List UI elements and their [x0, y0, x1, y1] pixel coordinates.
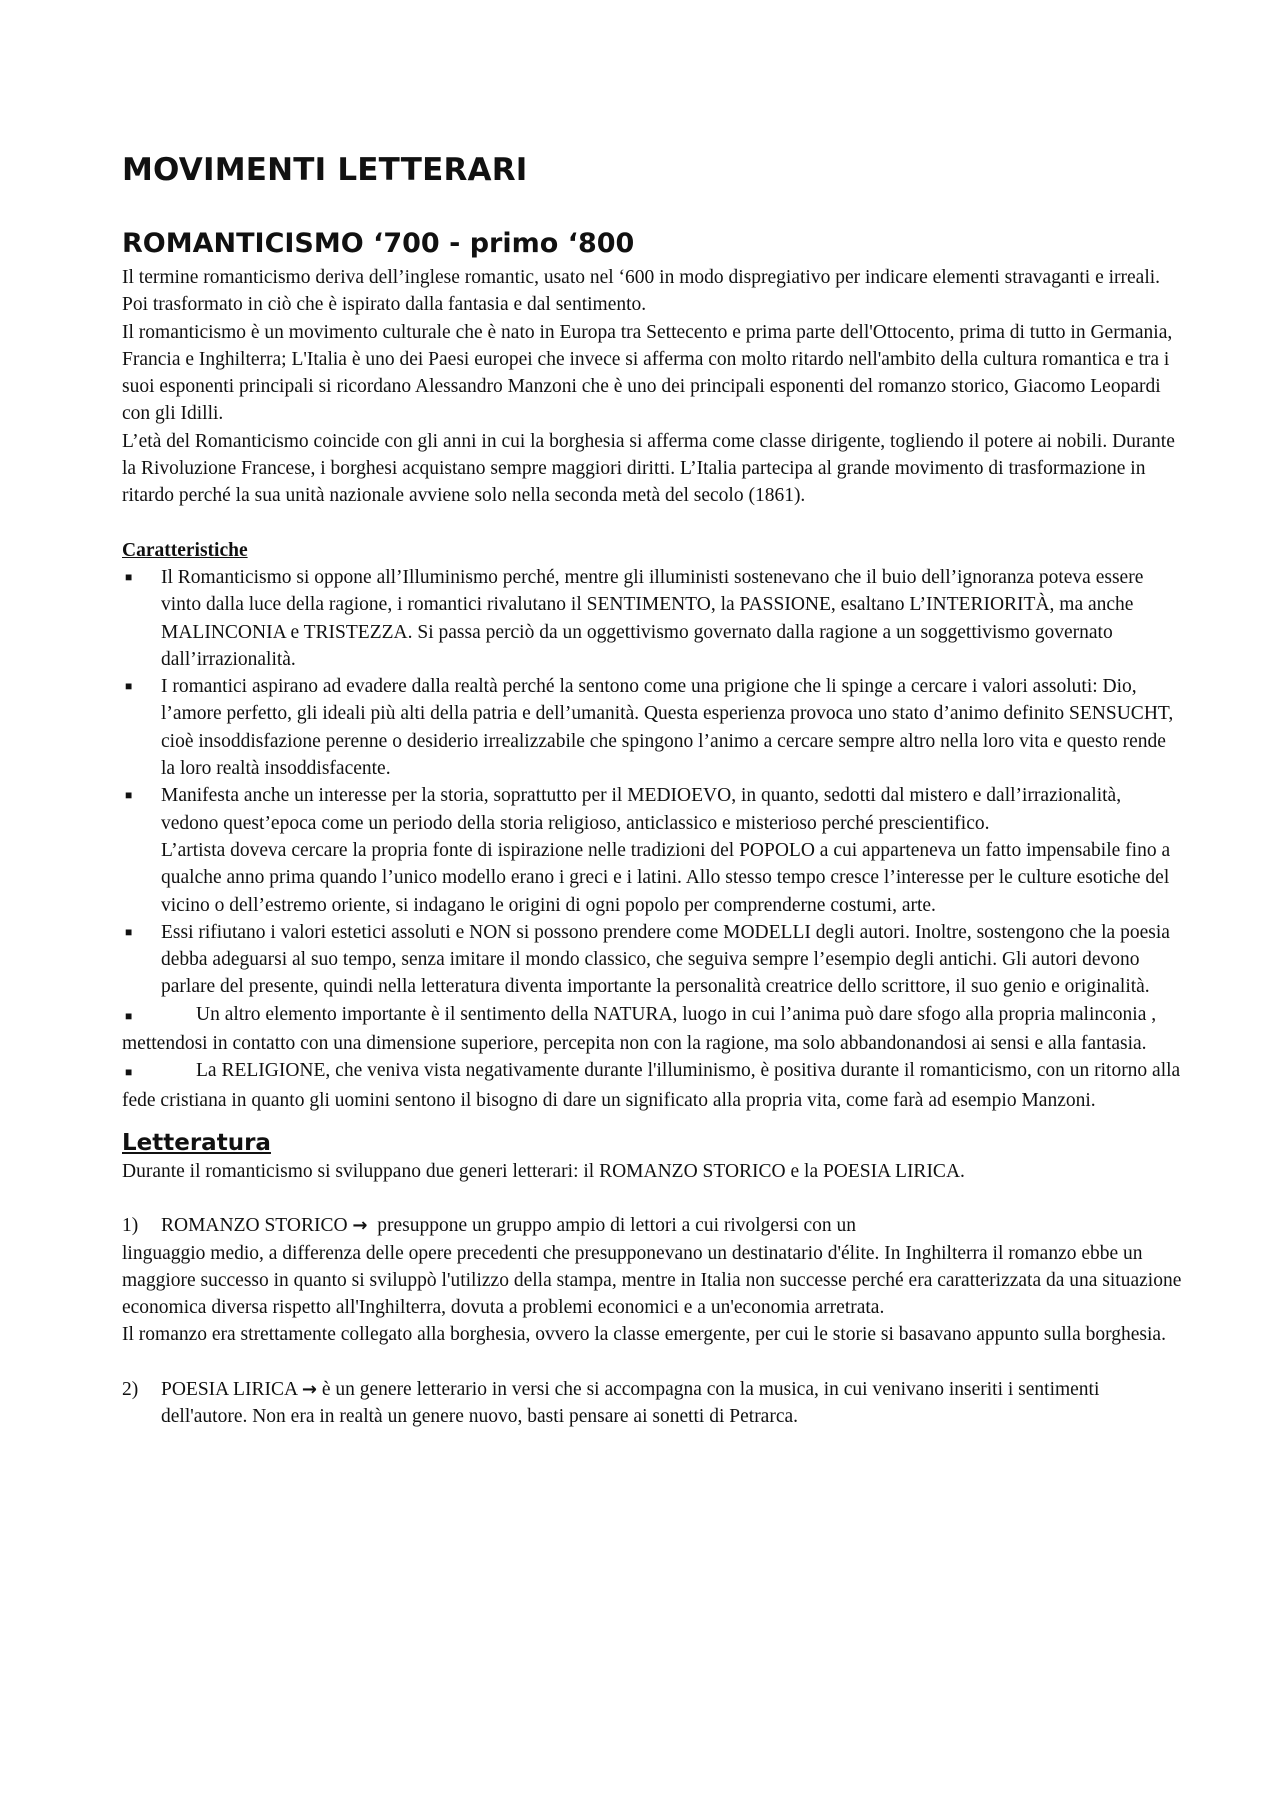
list-item: [122, 782, 1182, 918]
letteratura-intro: Durante il romanticismo si sviluppano due generi letterari: il ROMANZO STORICO e la POESIA LIRICA.: [122, 1160, 965, 1182]
square-bullet-icon: ■: [125, 569, 133, 584]
document-title: MOVIMENTI LETTERARI: [122, 152, 528, 188]
flat-list-item: [122, 1057, 1182, 1114]
caratteristiche-list: [122, 564, 1182, 1001]
caratteristiche-heading: Caratteristiche: [122, 539, 248, 561]
list-item-text: I romantici aspirano ad evadere dalla realtà perché la sentono come una prigione che li spinge a cercare i valori assoluti: Dio, l’amore perfetto, gli ideali più alti della patria e dell’umanità. Questa esperienza provoca uno stato d’animo definito SENSUCHT, cioè insoddisfazione perenne o desiderio irrealizzabile che spingono l’animo a cercare sempre altro nella loro vita e questo rende la loro realtà insoddisfacente.: [161, 676, 1174, 780]
square-bullet-icon: ■: [125, 679, 133, 694]
list-item-text: Essi rifiutano i valori estetici assoluti e NON si possono prendere come MODELLI degli autori. Inoltre, sostengono che la poesia debba adeguarsi al suo tempo, senza imitare il mondo classico, che seguiva sempre l’esempio degli antichi. Gli autori devono parlare del presente, quindi nella letteratura diventa importante la personalità creatrice dello scrittore, il suo genio e originalità.: [161, 921, 1170, 998]
intro-paragraph-1: Il termine romanticismo deriva dell’inglese romantic, usato nel ‘600 in modo dispregiativo per indicare elementi stravaganti e irreali. Poi trasformato in ciò che è ispirato dalla fantasia e dal sentimento.: [122, 267, 1161, 316]
item-number: 2): [122, 1378, 139, 1400]
list-item-continuation: L’artista doveva cercare la propria fonte di ispirazione nelle tradizioni del POPOLO a cui apparteneva un fatto impensabile fino a qualche anno prima quando l’unico modello erano i greci e i latini. Allo stesso tempo cresce l’interesse per le culture esotiche del vicino o dell’estremo oriente, si indagano le origini di ogni popolo per comprenderne costumi, arte.: [161, 839, 1171, 916]
list-item: [122, 919, 1182, 1001]
list-item: [122, 564, 1182, 673]
romanzo-extra-paragraph: Il romanzo era strettamente collegato alla borghesia, ovvero la classe emergente, per cui le storie si basavano appunto sulla borghesia.: [122, 1324, 1166, 1346]
arrow-right-icon: →: [301, 1378, 317, 1400]
square-bullet-icon: ■: [125, 1008, 133, 1023]
item-term: POESIA LIRICA: [161, 1378, 297, 1400]
numbered-item-1: [122, 1212, 1182, 1321]
item-number: 1): [122, 1215, 139, 1237]
square-bullet-icon: ■: [125, 1065, 133, 1080]
arrow-right-icon: →: [352, 1215, 368, 1237]
flat-list-item-text: La RELIGIONE, che veniva vista negativamente durante l'illuminismo, è positiva durante il romanticismo, con un ritorno alla fede cristiana in quanto gli uomini sentono il bisogno di dare un significato alla propria vita, come farà ad esempio Manzoni.: [122, 1060, 1181, 1111]
list-item-text: Il Romanticismo si oppone all’Illuminismo perché, mentre gli illuministi sostenevano che il buio dell’ignoranza poteva essere vinto dalla luce della ragione, i romantici rivalutano il SENTIMENTO, la PASSIONE, esaltano L’INTERIORITÀ, ma anche MALINCONIA e TRISTEZZA. Si passa perciò da un oggettivismo governato dalla ragione a un soggettivismo governato dall’irrazionalità.: [161, 566, 1144, 670]
letteratura-heading: Letteratura: [122, 1129, 271, 1156]
list-item-text: Manifesta anche un interesse per la storia, soprattutto per il MEDIOEVO, in quanto, sedotti dal mistero e dall’irrazionalità, vedono quest’epoca come un periodo della storia religioso, anticlassico e misterioso perché prescientifico.: [161, 785, 1122, 834]
item-term: ROMANZO STORICO: [161, 1215, 348, 1237]
list-item: [122, 673, 1182, 782]
square-bullet-icon: ■: [125, 924, 133, 939]
flat-list-item: [122, 1001, 1182, 1058]
flat-list-item-text: Un altro elemento importante è il sentimento della NATURA, luogo in cui l’anima può dare sfogo alla propria malinconia , mettendosi in contatto con una dimensione superiore, percepita non con la ragione, ma solo abbandonandosi ai sensi e alla fantasia.: [122, 1003, 1157, 1055]
item-rest: linguaggio medio, a differenza delle opere precedenti che presupponevano un destinatario d'élite. In Inghilterra il romanzo ebbe un maggiore successo in quanto si sviluppò l'utilizzo della stampa, mentre in Italia non successe perché era caratterizzata da una situazione economica diversa rispetto all'Inghilterra, dovuta a problemi economici e a un'economia arretrata.: [122, 1242, 1182, 1319]
square-bullet-icon: ■: [125, 788, 133, 803]
intro-paragraph-2: Il romanticismo è un movimento culturale che è nato in Europa tra Settecento e prima parte dell'Ottocento, prima di tutto in Germania, Francia e Inghilterra; L'Italia è uno dei Paesi europei che invece si afferma con molto ritardo nell'ambito della cultura romantica e tra i suoi esponenti principali si ricordano Alessandro Manzoni che è uno dei principali esponenti del romanzo storico, Giacomo Leopardi con gli Idilli.: [122, 321, 1173, 425]
intro-paragraph-3: L’età del Romanticismo coincide con gli anni in cui la borghesia si afferma come classe dirigente, togliendo il potere ai nobili. Durante la Rivoluzione Francese, i borghesi acquistano sempre maggiori diritti. L’Italia partecipa al grande movimento di trasformazione in ritardo perché la sua unità nazionale avviene solo nella seconda metà del secolo (1861).: [122, 430, 1175, 507]
document-page: [122, 150, 1182, 1430]
numbered-item-2: [122, 1376, 1182, 1431]
section-title: ROMANTICISMO ‘700 - primo ‘800: [122, 228, 635, 259]
item-first-line: presuppone un gruppo ampio di lettori a cui rivolgersi con un: [377, 1215, 856, 1237]
item-text: è un genere letterario in versi che si accompagna con la musica, in cui venivano inseriti i sentimenti dell'autore. Non era in realtà un genere nuovo, basti pensare ai sonetti di Petrarca.: [161, 1378, 1100, 1427]
